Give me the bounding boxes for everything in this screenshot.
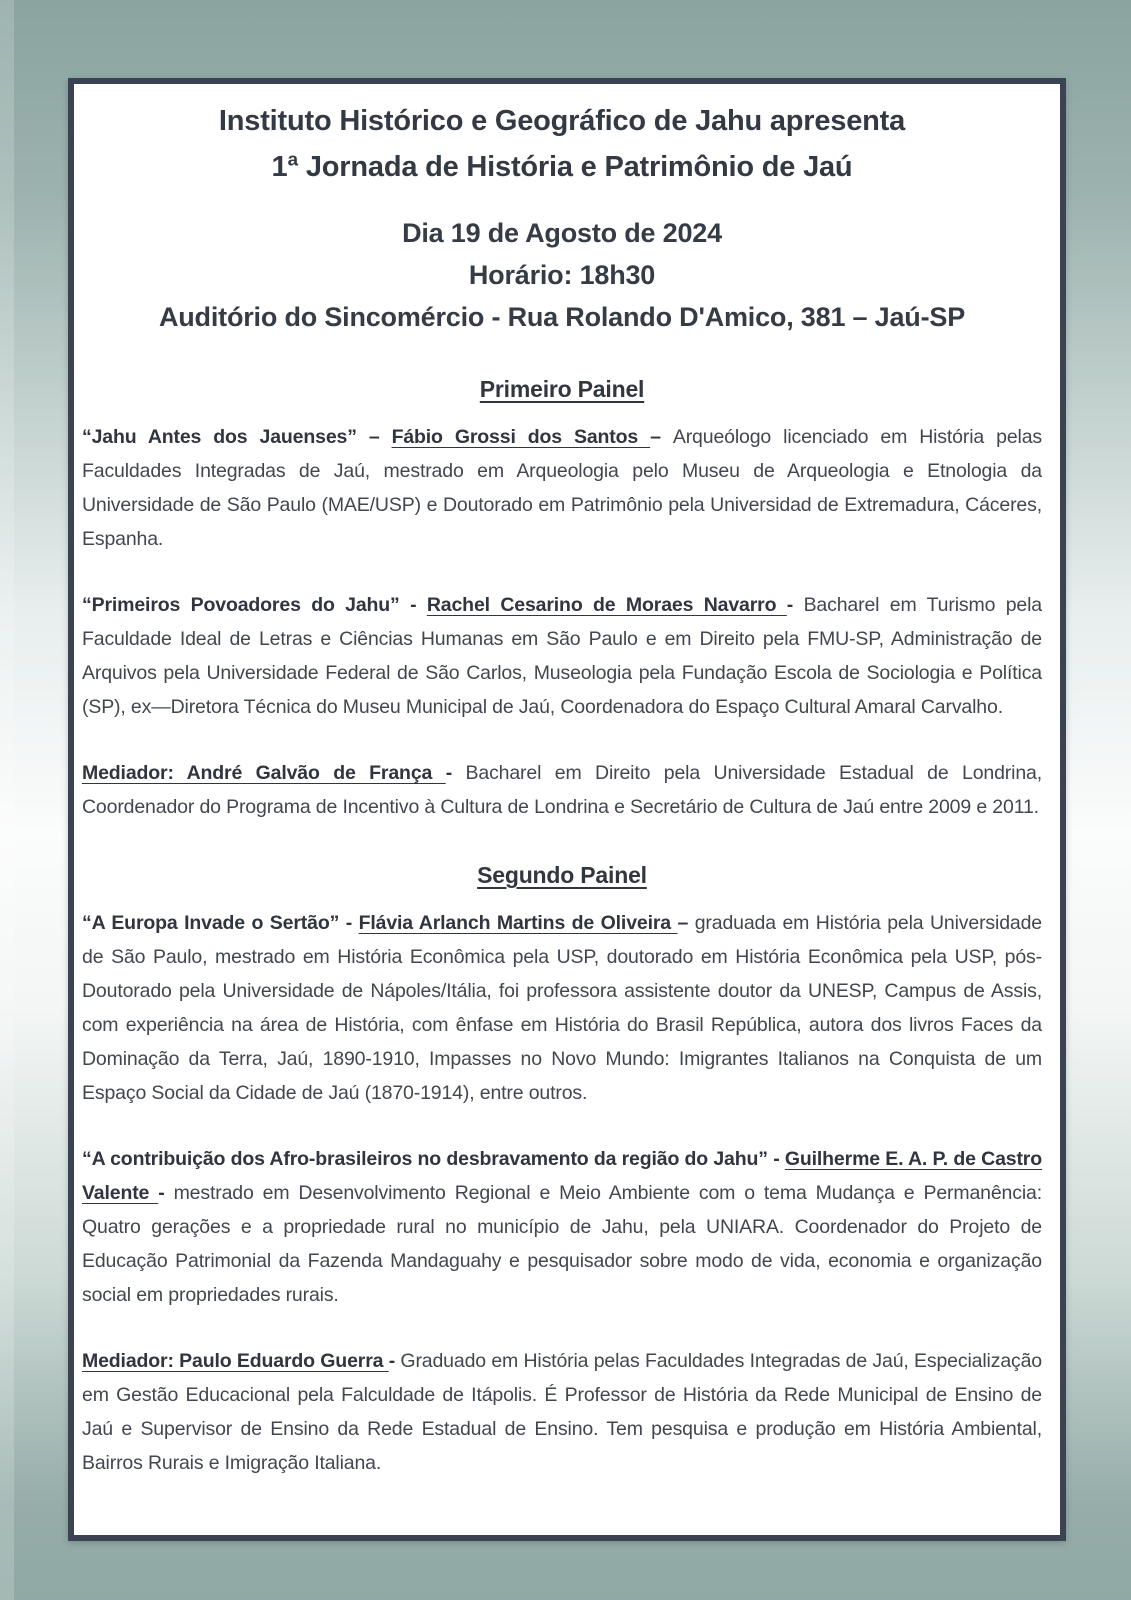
speaker-bio: Arqueólogo licenciado em História pelas Faculdades Integradas de Jaú, mestrado em Arqueologia pelo Museu de Arqueologia e Etnologia da Universidade de São Paulo (MAE/USP) e Doutorado em Patrimônio pela Universidad de Extremadura, Cáceres, Espanha. [82, 426, 1042, 550]
speaker-name: Rachel Cesarino de Moraes Navarro [426, 594, 787, 616]
separator: - [339, 912, 359, 934]
mediator-name: Mediador: Paulo Eduardo Guerra [82, 1350, 389, 1372]
mediator-bio: Bacharel em Direito pela Universidade Estadual de Londrina, Coordenador do Programa de Incentivo à Cultura de Londrina e Secretário de Cultura de Jaú entre 2009 e 2011. [82, 762, 1042, 818]
talk-paragraph-europa-invade [82, 906, 1042, 1110]
event-details [82, 212, 1042, 338]
flyer-header [82, 98, 1042, 190]
separator: – [650, 426, 673, 448]
mediator-paragraph-primeiro [82, 756, 1042, 824]
mediator-bio: Graduado em História pelas Faculdades Integradas de Jaú, Especialização em Gestão Educacional pela Falculdade de Itápolis. É Professor de História da Rede Municipal de Ensino de Jaú e Supervisor de Ensino da Rede Estadual de Ensino. Tem pesquisa e produção em História Ambiental, Bairros Rurais e Imigração Italiana. [82, 1350, 1043, 1474]
background-light-edge [0, 0, 14, 1600]
panel-segundo [82, 860, 1042, 1480]
speaker-bio: mestrado em Desenvolvimento Regional e Meio Ambiente com o tema Mudança e Permanência: Quatro gerações e a propriedade rural no município de Jahu, pela UNIARA. Coordenador do Projeto de Educação Patrimonial da Fazenda Mandaguahy e pesquisador sobre modo de vida, economia e organização social em propriedades rurais. [82, 1182, 1042, 1306]
separator: - [388, 1350, 401, 1372]
speaker-name: Flávia Arlanch Martins de Oliveira [358, 912, 678, 934]
panel-heading-primeiro: Primeiro Painel [479, 376, 645, 402]
separator: - [767, 1148, 785, 1170]
event-time: Horário: 18h30 [468, 260, 656, 290]
event-title: 1ª Jornada de História e Patrimônio de Jaú [271, 151, 853, 183]
panel-heading-segundo: Segundo Painel [477, 862, 647, 888]
speaker-name: Fábio Grossi dos Santos [391, 426, 651, 448]
speaker-name: Guilherme E. A. P. de Castro Valente [82, 1148, 1043, 1204]
talk-title: “Primeiros Povoadores do Jahu” [82, 594, 400, 616]
separator: - [445, 762, 466, 784]
separator: - [399, 594, 427, 616]
mediator-name: Mediador: André Galvão de França [82, 762, 446, 784]
talk-title: “A contribuição dos Afro-brasileiros no desbravamento da região do Jahu” [82, 1148, 768, 1170]
talk-title: “A Europa Invade o Sertão” [82, 912, 340, 934]
talk-title: “Jahu Antes dos Jauenses” [82, 426, 357, 448]
separator: - [786, 594, 804, 616]
panel-primeiro [82, 374, 1042, 824]
presenter-title: Instituto Histórico e Geográfico de Jahu apresenta [218, 105, 906, 137]
mediator-paragraph-segundo [82, 1344, 1042, 1480]
event-date: Dia 19 de Agosto de 2024 [402, 218, 722, 248]
flyer-page [68, 78, 1066, 1541]
separator: – [356, 426, 392, 448]
speaker-bio: graduada em História pela Universidade de São Paulo, mestrado em História Econômica pela USP, doutorado em História Econômica pela USP, pós-Doutorado pela Universidade de Nápoles/Itália, foi professora assistente doutor da UNESP, Campus de Assis, com experiência na área de História, com ênfase em História do Brasil República, autora dos livros Faces da Dominação da Terra, Jaú, 1890-1910, Impasses no Novo Mundo: Imigrantes Italianos na Conquista de um Espaço Social da Cidade de Jaú (1870-1914), entre outros. [82, 912, 1042, 1104]
talk-paragraph-jahu-antes [82, 420, 1042, 556]
speaker-bio: Bacharel em Turismo pela Faculdade Ideal de Letras e Ciências Humanas em São Paulo e em Direito pela FMU-SP, Administração de Arquivos pela Universidade Federal de São Carlos, Museologia pela Fundação Escola de Sociologia e Política (SP), ex—Diretora Técnica do Museu Municipal de Jaú, Coordenadora do Espaço Cultural Amaral Carvalho. [82, 594, 1042, 718]
separator: - [158, 1182, 174, 1204]
separator: – [677, 912, 695, 934]
talk-paragraph-afro-brasileiros [82, 1142, 1042, 1312]
event-venue: Auditório do Sincomércio - Rua Rolando D'Amico, 381 – Jaú-SP [158, 302, 966, 332]
talk-paragraph-primeiros-povoadores [82, 588, 1042, 724]
